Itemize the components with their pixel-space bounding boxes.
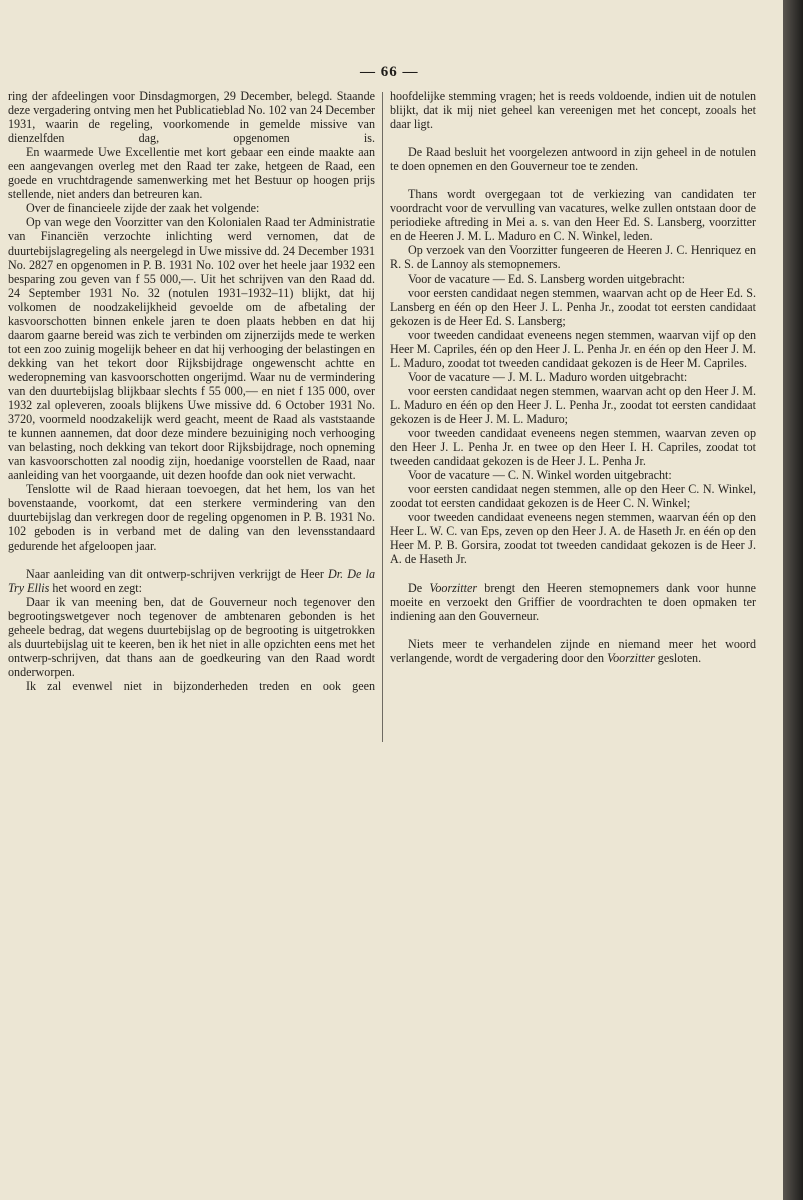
left-paragraph-1: ring der afdeelingen voor Dinsdagmorgen, 29 December, belegd. Staande deze vergadering ontving men het Publicatieblad No. 102 van 24 December 1931, waarin de regeling, voorkomende in gemelde missive van dienzelfden dag, opgenomen is. bbox=[8, 89, 375, 146]
right-paragraph-10: voor tweeden candidaat eveneens negen stemmen, waarvan zeven op den Heer J. L. Penha Jr. en twee op den Heer I. H. Capriles, zoodat tot tweeden candidaat gekozen is de Heer J. L. Penha Jr. bbox=[390, 426, 756, 469]
left-paragraph-7: Daar ik van meening ben, dat de Gouverneur noch tegenover den begrootingswetgever noch tegenover de ambtenaren gebonden is het geheele bedrag, dat wegens duurtebijslag op de begrooting is uitgetrokken als duurtebijslag uit te keeren, ben ik het niet in alle opzichten eens met het ontwerp-schrijven, dat thans aan de goedkeuring van den Raad wordt onderworpen. bbox=[8, 594, 375, 679]
speaker-name: Dr. De la Try Ellis bbox=[8, 566, 375, 595]
left-paragraph-6-lead: Naar aanleiding van dit ontwerp-schrijven verkrijgt de Heer bbox=[26, 566, 329, 581]
right-paragraph-9: voor eersten candidaat negen stemmen, waarvan acht op den Heer J. M. L. Maduro en één op den Heer J. L. Penha Jr., zoodat tot eersten candidaat gekozen is de Heer J. M. L. Maduro; bbox=[390, 383, 756, 426]
scan-border bbox=[783, 0, 803, 1200]
column-divider bbox=[382, 92, 383, 742]
right-paragraph-8: Voor de vacature — J. M. L. Maduro worden uitgebracht: bbox=[408, 369, 688, 384]
right-paragraph-1: hoofdelijke stemming vragen; het is reeds voldoende, indien uit de notulen blijkt, dat ik mij niet geheel kan vereenigen met het concept, zooals het daar ligt. bbox=[390, 89, 756, 132]
right-paragraph-3: Thans wordt overgegaan tot de verkiezing van candidaten ter voordracht voor de vervulling van vacatures, welke zullen ontstaan door de periodieke aftreding in Mei a. s. van den Heer Ed. S. Lansberg, voorzitter en de Heeren J. M. L. Maduro en C. N. Winkel, leden. bbox=[390, 187, 756, 244]
left-paragraph-2: En waarmede Uwe Excellentie met kort gebaar een einde maakte aan een aangevangen overleg met den Raad ter zake, hetgeen de Raad, een goede en vruchtdragende samenwerking met het Bestuur op hoogen prijs stellende, niet anders dan betreuren kan. bbox=[8, 145, 375, 202]
right-paragraph-14-tail: brengt den Heeren stemopnemers dank voor hunne moeite en verzoekt den Griffier de voordrachten te doen opmaken ter indiening aan den Gouverneur. bbox=[390, 580, 756, 623]
right-column bbox=[390, 89, 756, 665]
left-column bbox=[8, 89, 375, 693]
right-paragraph-2: De Raad besluit het voorgelezen antwoord in zijn geheel in de notulen te doen opnemen en den Gouverneur toe te zenden. bbox=[390, 145, 756, 174]
chair-title-closing: Voorzitter bbox=[607, 650, 655, 665]
right-paragraph-4: Op verzoek van den Voorzitter fungeeren de Heeren J. C. Henriquez en R. S. de Lannoy als stemopnemers. bbox=[390, 243, 756, 272]
right-paragraph-14 bbox=[390, 581, 756, 623]
right-paragraph-6: voor eersten candidaat negen stemmen, waarvan acht op de Heer Ed. S. Lansberg en één op den Heer J. L. Penha Jr., zoodat tot eersten candidaat gekozen is de Heer Ed. S. Lansberg; bbox=[390, 285, 756, 328]
right-paragraph-15-tail: gesloten. bbox=[654, 650, 702, 665]
page-number: — 66 — bbox=[360, 64, 419, 80]
right-paragraph-15-lead: Niets meer te verhandelen zijnde en niemand meer het woord verlangende, wordt de vergadering door den bbox=[390, 636, 756, 665]
right-paragraph-15 bbox=[390, 637, 756, 665]
left-paragraph-4: Op van wege den Voorzitter van den Kolonialen Raad ter Administratie van Financiën verzochte inlichting werd vernomen, dat de duurtebijslagregeling als neergelegd in Uwe missive dd. 24 December 1931 No. 2827 en opgenomen in P. B. 1931 No. 102 over het heele jaar 1932 een besparing zou geven van f 55 000,—. Uit het schrijven van den Raad dd. 24 September 1931 No. 32 (notulen 1931–1932–11) blijkt, dat hij volkomen de noodzakelijkheid gevoelde om de afbetaling der kasvoorschotten binnen enkele jaren te doen plaats hebben en dat hij daarom gaarne bereid was zich te verbinden om zijnerzijds mede te werken tot een zoo zuinig mogelijk beheer en dat hij verhooging der belastingen en dekking van het tekort door Rijksbijdrage ongewenscht achtte en wederopneming van kasvoorschotten ongerijmd. Waar nu de vermindering van den duurtebijslag blijkbaar slechts f 55 000,— en niet f 135 000, over 1932 zal opleveren, zooals blijkens Uwe missive dd. 6 October 1931 No. 3720, voormeld noodzakelijk werd geacht, meent de Raad als vaststaande te kunnen aannemen, dat door deze mindere bezuiniging noch verhooging van belasting, noch dekking van tekort door Rijksbijdrage, noch opneming van kasvoorschotten zal noodig zijn, hoedanige voorstellen de Raad, naar aanleiding van het voorgaande, uit dezen hoofde dan ook niet verwacht. bbox=[8, 215, 375, 483]
left-paragraph-3: Over de financieele zijde der zaak het volgende: bbox=[26, 201, 260, 216]
left-paragraph-6-tail: het woord en zegt: bbox=[49, 580, 143, 595]
right-paragraph-14-lead: De bbox=[408, 580, 430, 595]
chair-title: Voorzitter bbox=[429, 580, 478, 595]
right-paragraph-11: Voor de vacature — C. N. Winkel worden uitgebracht: bbox=[408, 468, 672, 483]
left-paragraph-6 bbox=[8, 567, 375, 595]
right-paragraph-5: Voor de vacature — Ed. S. Lansberg worden uitgebracht: bbox=[408, 271, 685, 286]
left-paragraph-8: Ik zal evenwel niet in bijzonderheden treden en ook geen bbox=[26, 678, 375, 693]
right-paragraph-13: voor tweeden candidaat eveneens negen stemmen, waarvan één op den Heer L. W. C. van Eps, zeven op den Heer J. A. de Haseth Jr. en één op den Heer M. P. B. Gorsira, zoodat tot tweeden candidaat gekozen is de Heer J. A. de Haseth Jr. bbox=[390, 510, 756, 567]
right-paragraph-7: voor tweeden candidaat eveneens negen stemmen, waarvan vijf op den Heer M. Capriles, één op den Heer J. L. Penha Jr. en één op den Heer J. M. L. Maduro, zoodat tot tweeden candidaat gekozen is de Heer M. Capriles. bbox=[390, 327, 756, 370]
right-paragraph-12: voor eersten candidaat negen stemmen, alle op den Heer C. N. Winkel, zoodat tot eersten candidaat gekozen is de Heer C. N. Winkel; bbox=[390, 482, 756, 511]
left-paragraph-5: Tenslotte wil de Raad hieraan toevoegen, dat het hem, los van het bovenstaande, voorkomt, dat een sterkere vermindering van den duurtebijslag dan verkregen door de regeling opgenomen in P. B. 1931 No. 102 geboden is in verband met de daling van den levensstandaard gedurende het afgeloopen jaar. bbox=[8, 482, 375, 553]
